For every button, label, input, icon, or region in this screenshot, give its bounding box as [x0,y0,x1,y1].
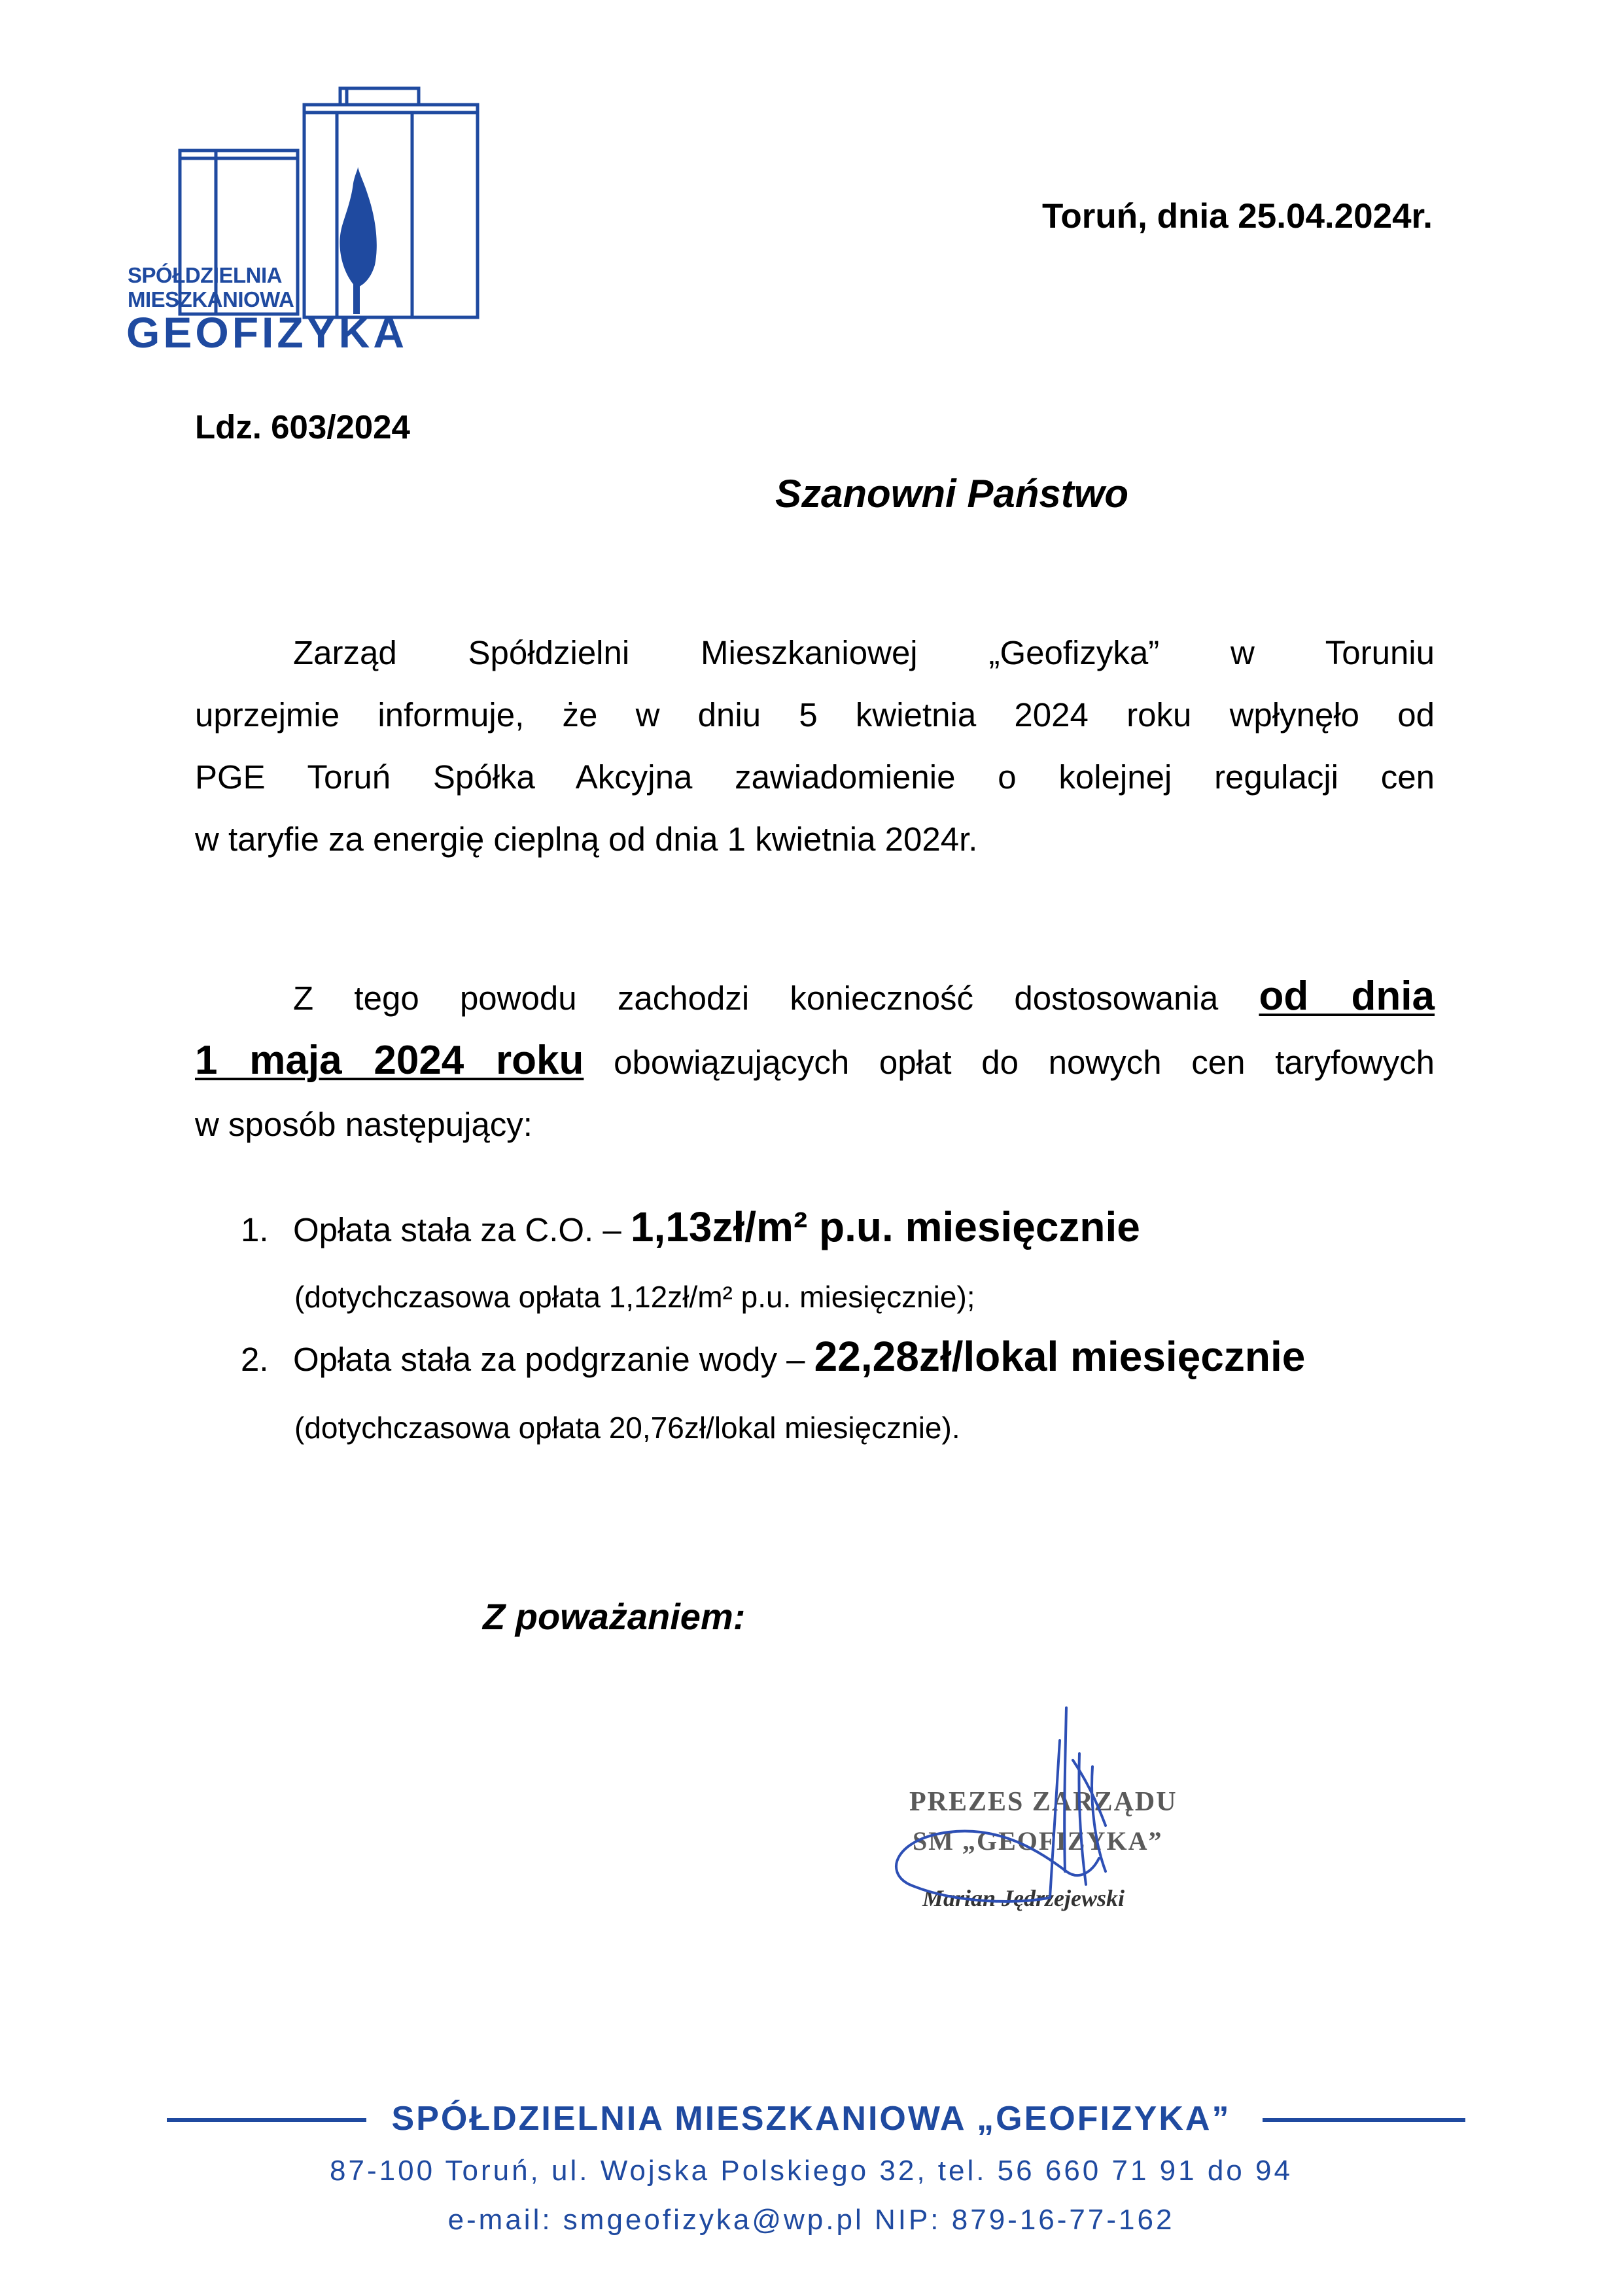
paragraph-line: PGE Toruń Spółka Akcyjna zawiadomienie o kolejnej regulacji cen [195,758,1435,796]
paragraph-text: obowiązujących opłat do nowych cen taryfowych [614,1044,1435,1081]
list-item-note: (dotychczasowa opłata 20,76zł/lokal miesięcznie). [294,1411,960,1445]
paragraph-announcement [195,622,1435,870]
footer-contact: e-mail: smgeofizyka@wp.pl NIP: 879-16-77-162 [447,2204,1175,2236]
effective-date-emphasis: od dnia [1259,974,1435,1019]
footer-company-name: SPÓŁDZIELNIA MIESZKANIOWA „GEOFIZYKA” [391,2100,1231,2138]
closing-phrase: Z poważaniem: [483,1596,746,1637]
stamp-name: Marian Jędrzejewski [922,1885,1125,1911]
signature-stamp [870,1688,1210,1924]
list-item-text: Opłata stała za C.O. – [293,1211,621,1248]
reference-number: Ldz. 603/2024 [195,408,410,446]
logo-text-line2: MIESZKANIOWA [128,287,294,311]
paragraph-line: Zarząd Spółdzielni Mieszkaniowej „Geofizyka” w Toruniu [293,634,1435,671]
effective-date-emphasis: 1 maja 2024 roku [195,1038,584,1083]
paragraph-adjustment [195,965,1435,1156]
footer-address: 87-100 Toruń, ul. Wojska Polskiego 32, tel. 56 660 71 91 do 94 [330,2155,1293,2187]
list-item-text: Opłata stała za podgrzanie wody – [293,1341,805,1378]
stamp-title: PREZES ZARZĄDU [909,1787,1178,1817]
list-item-number: 1. [241,1211,269,1248]
list-item-note: (dotychczasowa opłata 1,12zł/m² p.u. miesięcznie); [294,1280,975,1314]
list-item-value: 22,28zł/lokal miesięcznie [814,1333,1306,1380]
paragraph-line [195,1029,1435,1093]
handwritten-signature [870,1688,1210,1924]
paragraph-line: uprzejmie informuje, że w dniu 5 kwietnia 2024 roku wpłynęło od [195,696,1435,733]
salutation: Szanowni Państwo [775,472,1129,516]
paragraph-line: w sposób następujący: [195,1106,532,1143]
footer-divider-right [1263,2118,1465,2122]
letter-date: Toruń, dnia 25.04.2024r. [1041,197,1433,236]
paragraph-line [195,965,1435,1029]
list-item-value: 1,13zł/m² p.u. miesięcznie [630,1203,1140,1250]
footer-divider-left [167,2118,366,2122]
paragraph-text: Z tego powodu zachodzi konieczność dostosowania [293,980,1219,1017]
logo-text-line1: SPÓŁDZIELNIA [128,263,283,287]
company-logo [128,85,494,360]
stamp-organization: SM „GEOFIZYKA” [913,1826,1163,1856]
paragraph-line: w taryfie za energię cieplną od dnia 1 kwietnia 2024r. [195,821,978,858]
list-item [241,1332,1305,1381]
logo-text-geofizyka: GEOFIZYKA [126,308,408,357]
list-item [241,1203,1140,1251]
list-item-number: 2. [241,1341,269,1378]
